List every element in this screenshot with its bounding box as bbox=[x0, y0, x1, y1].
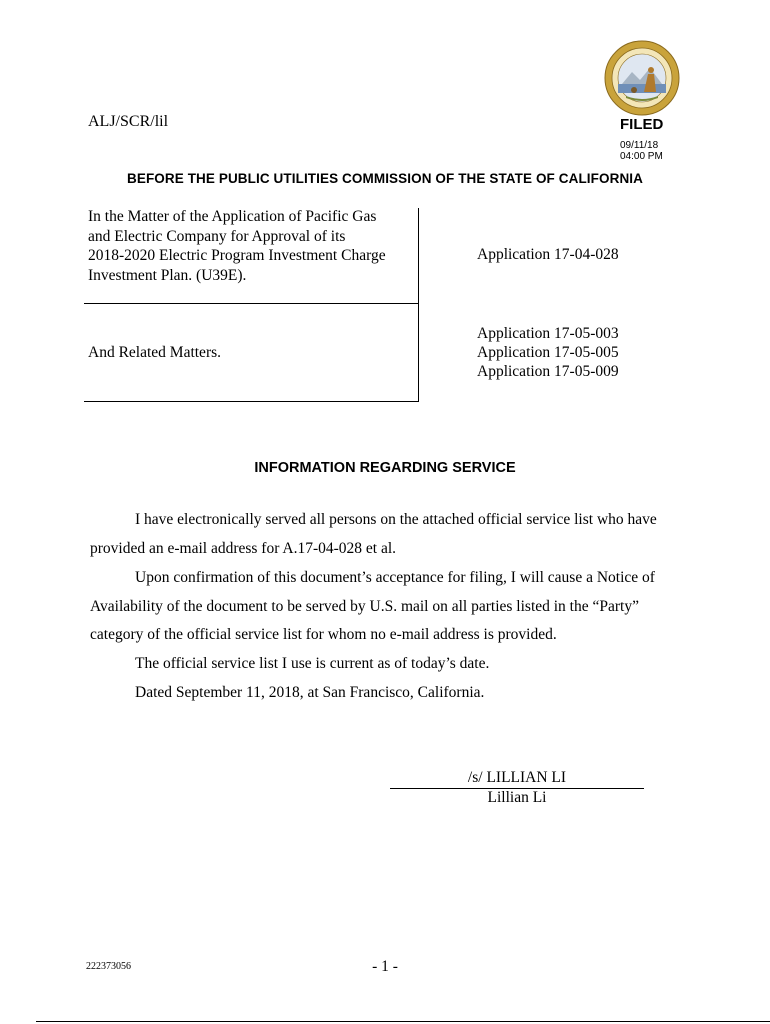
related-applications bbox=[477, 324, 619, 382]
file-code: ALJ/SCR/lil bbox=[88, 113, 169, 130]
caption-divider-vertical bbox=[418, 208, 419, 402]
related-application: Application 17-05-009 bbox=[477, 363, 619, 381]
filed-stamp-label: FILED bbox=[620, 116, 664, 133]
matter-line: 2018-2020 Electric Program Investment Charge bbox=[88, 247, 386, 265]
body-paragraph-dated: Dated September 11, 2018, at San Francisco, California. bbox=[135, 684, 485, 701]
related-application: Application 17-05-005 bbox=[477, 344, 619, 362]
filed-time: 04:00 PM bbox=[620, 151, 663, 162]
body-paragraph-current: The official service list I use is current as of today’s date. bbox=[135, 655, 490, 672]
related-matters: And Related Matters. bbox=[88, 344, 222, 361]
body-paragraph-notice: Upon confirmation of this document’s acceptance for filing, I will cause a Notice of Availability of the document to be served by U.S. mail on all parties listed in the “Party” category of the official service list for whom no e-mail address is provided. bbox=[90, 569, 655, 644]
signature-signed: /s/ LILLIAN LI bbox=[467, 769, 567, 786]
matter-line: Investment Plan. (U39E). bbox=[88, 266, 247, 284]
page-number: - 1 - bbox=[372, 958, 398, 975]
caption-divider-bottom bbox=[84, 401, 419, 402]
document-number: 222373056 bbox=[86, 961, 131, 972]
commission-heading: BEFORE THE PUBLIC UTILITIES COMMISSION OF THE STATE OF CALIFORNIA bbox=[127, 171, 643, 186]
footer-rule bbox=[36, 1021, 770, 1022]
related-application: Application 17-05-003 bbox=[477, 325, 619, 342]
document-title: INFORMATION REGARDING SERVICE bbox=[254, 460, 516, 476]
body-paragraph-service: I have electronically served all persons on the attached official service list who have provided an e-mail address for A.17-04-028 et al. bbox=[90, 511, 657, 557]
matter-line: and Electric Company for Approval of its bbox=[88, 227, 346, 245]
filed-date: 09/11/18 bbox=[620, 140, 659, 151]
signature-block bbox=[390, 768, 644, 808]
application-number: Application 17-04-028 bbox=[477, 246, 619, 263]
signature-name: Lillian Li bbox=[487, 789, 547, 806]
matter-description bbox=[88, 207, 413, 285]
caption-divider-middle bbox=[84, 303, 419, 304]
state-seal-logo bbox=[604, 40, 680, 116]
matter-line: In the Matter of the Application of Pacific Gas bbox=[88, 208, 377, 225]
